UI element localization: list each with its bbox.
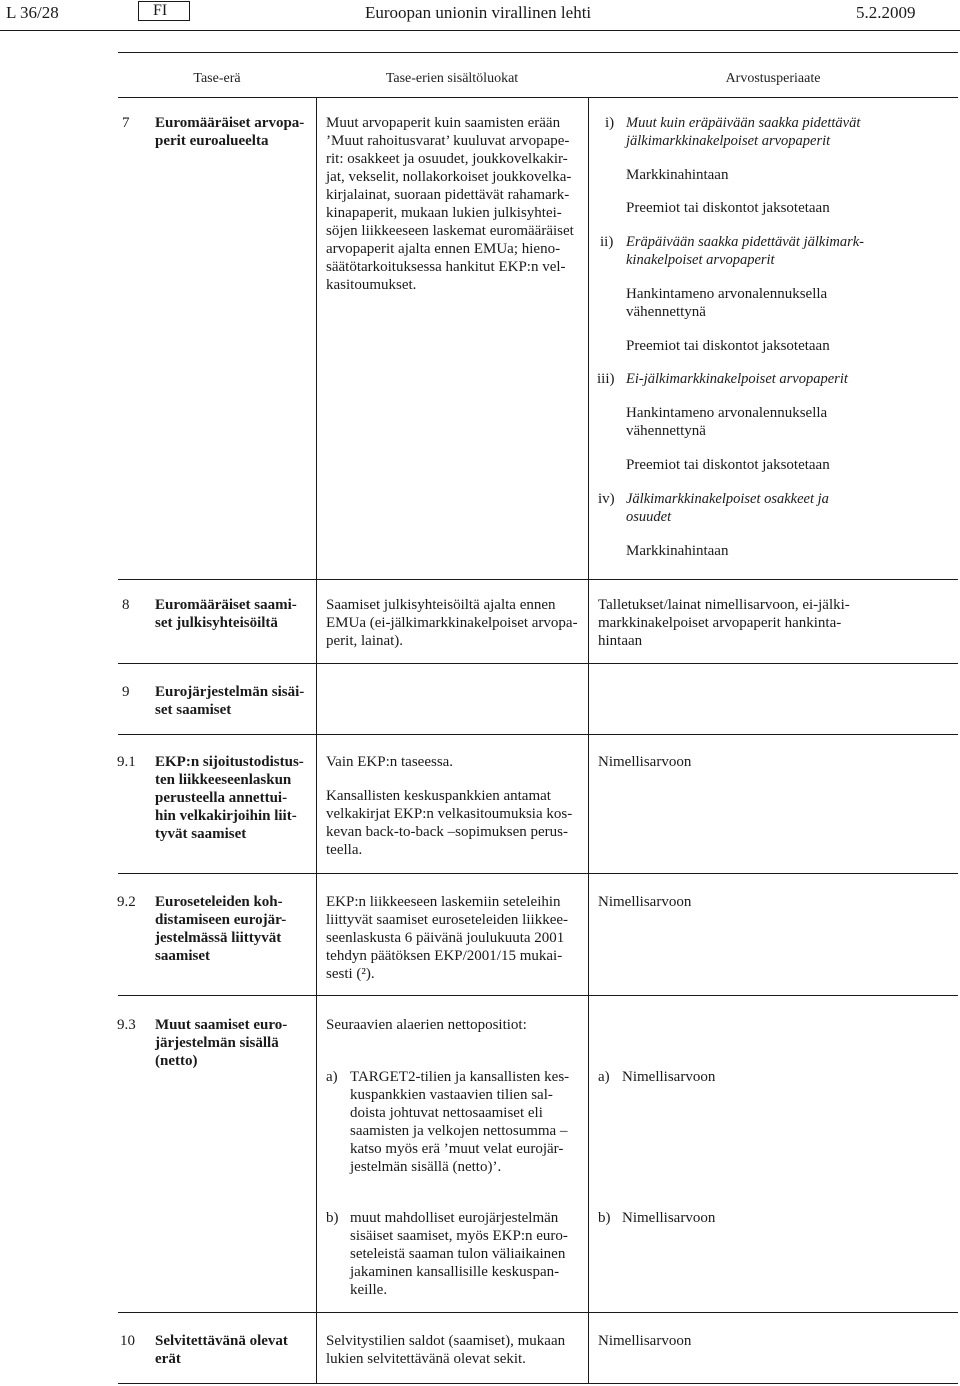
valuation-text: Nimellisarvoon xyxy=(598,894,692,910)
item-name: EKP:n sijoitustodistus- ten liikkeeseenlaskun perusteella annettui- hin velkakirjoihin liit- tyvät saamiset xyxy=(155,754,304,842)
list-marker: iv) xyxy=(598,491,615,507)
list-marker: ii) xyxy=(600,234,614,250)
valuation-text: Preemiot tai diskontot jaksotetaan xyxy=(626,457,830,473)
header-rule xyxy=(0,30,960,31)
list-marker: a) xyxy=(598,1069,610,1085)
content-description: Seuraavien alaerien nettopositiot: xyxy=(326,1017,527,1033)
list-marker: b) xyxy=(598,1210,611,1226)
item-name: Euromääräiset arvopa- perit euroalueelta xyxy=(155,115,305,149)
valuation-subheading: Eräpäivään saakka pidettävät jälkimark- kinakelpoiset arvopaperit xyxy=(626,234,864,268)
row-divider xyxy=(118,734,958,735)
column-divider-2 xyxy=(588,97,589,1383)
valuation-text: Preemiot tai diskontot jaksotetaan xyxy=(626,338,830,354)
row-number: 8 xyxy=(122,597,130,613)
table-top-rule xyxy=(118,52,958,53)
list-marker: a) xyxy=(326,1069,338,1085)
publication-date: 5.2.2009 xyxy=(856,3,916,22)
list-marker: b) xyxy=(326,1210,339,1226)
valuation-subheading: Ei-jälkimarkkinakelpoiset arvopaperit xyxy=(626,371,848,387)
valuation-text: Preemiot tai diskontot jaksotetaan xyxy=(626,200,830,216)
item-name: Muut saamiset euro- järjestelmän sisällä (netto) xyxy=(155,1017,288,1069)
row-number: 10 xyxy=(120,1333,135,1349)
item-name: Euroseteleiden koh- distamiseen eurojär- jestelmässä liittyvät saamiset xyxy=(155,894,287,964)
valuation-text: Nimellisarvoon xyxy=(598,754,692,770)
content-description: EKP:n liikkeeseen laskemiin seteleihin liittyvät saamiset euroseteleiden liikkee- seenlaskusta 6 päivänä joulukuuta 2001 tehdyn päätöksen EKP/2001/15 mukai- sesti (²). xyxy=(326,894,568,982)
item-name: Euromääräiset saami- set julkisyhteisöiltä xyxy=(155,597,297,631)
row-divider xyxy=(118,579,958,580)
list-marker: i) xyxy=(605,115,615,131)
column-header-valuation: Arvostusperiaate xyxy=(725,71,821,86)
item-name: Eurojärjestelmän sisäi- set saamiset xyxy=(155,684,305,718)
content-description: Kansallisten keskuspankkien antamat velkakirjat EKP:n velkasitoumuksia kos- kevan back-to-back –sopimuksen perus- teella. xyxy=(326,788,573,858)
content-description: TARGET2-tilien ja kansallisten kes- kuspankkien vastaavien tilien sal- doista johtuvat nettosaamiset eli saamisten ja velkojen nettosumma – katso myös erä ’muut velat eurojär- jestelmän sisällä (netto)’. xyxy=(350,1069,570,1175)
list-marker: iii) xyxy=(597,371,615,387)
valuation-subheading: Muut kuin eräpäivään saakka pidettävät jälkimarkkinakelpoiset arvopaperit xyxy=(626,115,861,149)
content-description: Saamiset julkisyhteisöiltä ajalta ennen EMUa (ei-jälkimarkkinakelpoiset arvopa- perit, lainat). xyxy=(326,597,578,649)
valuation-text: Markkinahintaan xyxy=(626,543,729,559)
valuation-text: Hankintameno arvonalennuksella vähennettynä xyxy=(626,405,828,439)
column-divider-1 xyxy=(316,97,317,1383)
page-number: L 36/28 xyxy=(6,3,59,22)
valuation-subheading: Jälkimarkkinakelpoiset osakkeet ja osuudet xyxy=(626,491,829,525)
content-description: muut mahdolliset eurojärjestelmän sisäiset saamiset, myös EKP:n euro- seteleistä saaman tulon väliaikainen jakaminen kansallisille keskuspan- keille. xyxy=(350,1210,568,1298)
row-number: 9 xyxy=(122,684,130,700)
table-header-rule xyxy=(118,97,958,98)
row-number: 9.1 xyxy=(117,754,136,770)
valuation-text: Markkinahintaan xyxy=(626,167,729,183)
row-divider xyxy=(118,995,958,996)
content-description: Muut arvopaperit kuin saamisten erään ’Muut rahoitusvarat’ kuuluvat arvopape- rit: osakkeet ja osuudet, joukkovelkakir- jat, vekselit, nollakorkoiset joukkovelka- kirjalainat, suoraan pidettävät rahamark- kinapaperit, mukaan lukien julkisyhtei- söjen liikkeeseen laskemat euromääräiset arvopaperit ajalta ennen EMUa; hieno- säätötarkoituksessa hankitut EKP:n vel- kasitoumukset. xyxy=(326,115,574,293)
journal-title: Euroopan unionin virallinen lehti xyxy=(365,3,592,22)
column-header-content: Tase-erien sisältöluokat xyxy=(385,71,519,86)
table-bottom-rule xyxy=(118,1383,958,1384)
valuation-text: Nimellisarvoon xyxy=(598,1333,692,1349)
valuation-text: Talletukset/lainat nimellisarvoon, ei-jälki- markkinakelpoiset arvopaperit hankinta- hintaan xyxy=(598,597,850,649)
row-number: 9.2 xyxy=(117,894,136,910)
content-description: Vain EKP:n taseessa. xyxy=(326,754,454,770)
row-divider xyxy=(118,1312,958,1313)
valuation-text: Hankintameno arvonalennuksella vähennettynä xyxy=(626,286,828,320)
row-number: 9.3 xyxy=(117,1017,136,1033)
row-divider xyxy=(118,663,958,664)
valuation-text: Nimellisarvoon xyxy=(622,1210,716,1226)
valuation-text: Nimellisarvoon xyxy=(622,1069,716,1085)
row-divider xyxy=(118,873,958,874)
content-description: Selvitystilien saldot (saamiset), mukaan lukien selvitettävänä olevat sekit. xyxy=(326,1333,566,1367)
row-number: 7 xyxy=(122,115,130,131)
column-header-item: Tase-erä xyxy=(193,71,241,86)
language-box: FI xyxy=(138,1,190,21)
page-header xyxy=(0,0,960,30)
item-name: Selvitettävänä olevat erät xyxy=(155,1333,288,1367)
